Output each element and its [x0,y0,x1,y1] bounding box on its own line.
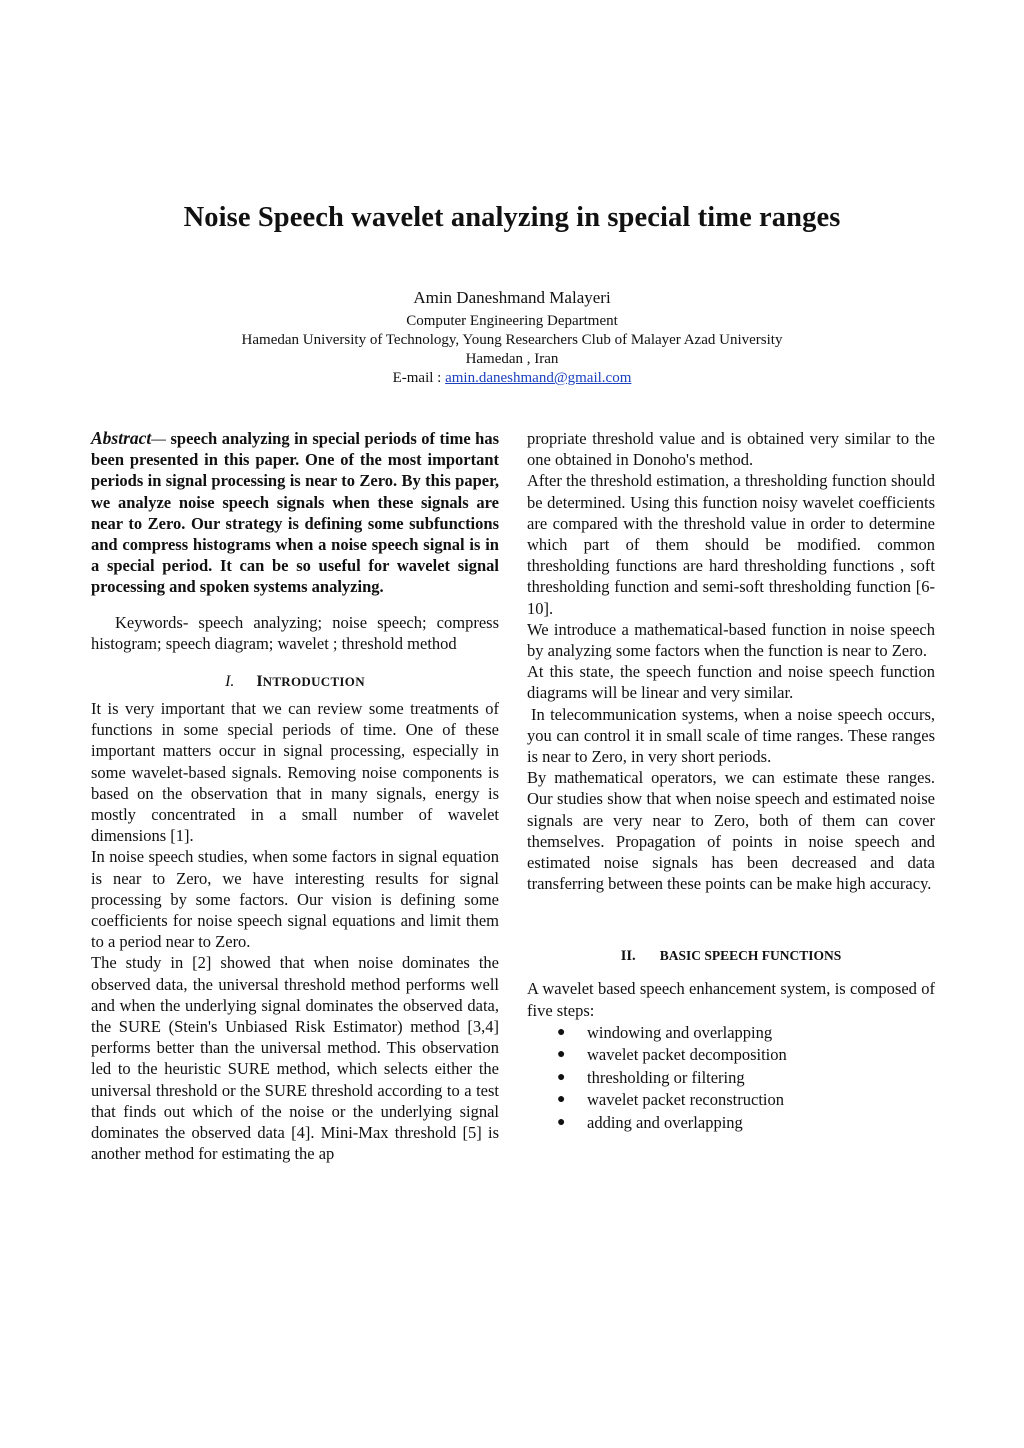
list-item [557,1044,935,1067]
left-column [91,428,499,1165]
paragraph: In telecommunication systems, when a noise speech occurs, you can control it in small scale of time ranges. These ranges is near to Zero, in very short periods. [527,704,935,767]
institution: Hamedan University of Technology, Young Researchers Club of Malayer Azad University [241,332,783,348]
abstract-text: speech analyzing in special periods of time has been presented in this paper. One of the most important periods in signal processing is near to Zero. By this paper, we analyze noise speech signals when these signals are near to Zero. Our strategy is defining some subfunctions and compress histograms when a noise speech signal is in a special period. It can be so useful for wavelet signal processing and spoken systems analyzing. [91,429,500,597]
list-item [557,1112,935,1135]
email-link[interactable]: amin.daneshmand@gmail.com [445,370,632,386]
list-item-text: adding and overlapping [587,1112,743,1132]
list-item [557,1067,935,1090]
paragraph-continuation [527,428,935,470]
list-item-text: windowing and overlapping [587,1022,773,1042]
paragraph: In noise speech studies, when some factors in signal equation is near to Zero, we have interesting results for signal processing by some factors. Our vision is defining some coefficients for noise speech signal equations and limit them to a period near to Zero. [91,847,499,952]
email-label: E-mail : [392,370,446,386]
section-heading-introduction [91,672,499,692]
location: Hamedan , Iran [465,351,559,367]
paragraph: By mathematical operators, we can estimate these ranges. Our studies show that when noise speech and estimated noise signals are very near to Zero, both of them can cover themselves. Propagation of points in noise speech and estimated noise signals has been decreased and data transferring between these points can be make high accuracy. [527,768,935,894]
paragraph: After the threshold estimation, a thresholding function should be determined. Using this function noisy wavelet coefficients are compared with the threshold value in order to determine which part of them should be modified. common thresholding functions are hard thresholding functions , soft thresholding function and semi-soft thresholding function [6-10]. [527,471,935,618]
keywords: Keywords- speech analyzing; noise speech; compress histogram; speech diagram; wavelet ; threshold method [91,612,499,653]
section-title-initial: I [256,673,263,691]
list-item-text: wavelet packet reconstruction [587,1090,784,1110]
section-title: BASIC SPEECH FUNCTIONS [659,948,842,964]
abstract-dash: — [151,429,166,448]
paragraph: At this state, the speech function and noise speech function diagrams will be linear and very similar. [527,662,935,703]
list-item [557,1022,935,1045]
paragraph-part: propriate threshold value and is obtained very similar to the one obtained in Donoho's method. [527,429,935,470]
section-number: II. [620,948,636,965]
list-item-text: thresholding or filtering [587,1067,745,1087]
email-line [0,369,1024,388]
paper-title: Noise Speech wavelet analyzing in special time ranges [183,202,841,233]
list-item [557,1089,935,1112]
paragraph: A wavelet based speech enhancement system, is composed of five steps: [527,979,935,1020]
author-block [0,286,1024,388]
paragraph: It is very important that we can review some treatments of functions in some special periods of time. One of these important matters occur in signal processing, especially in some wavelet-based signals. Removing noise components is based on the observation that in many signals, energy is mostly concentrated in a small number of wavelet dimensions [1]. [91,699,499,846]
bullet-icon: ● [557,1114,566,1130]
author-name: Amin Daneshmand Malayeri [413,288,611,307]
paragraph-part: The study in [2] showed that when noise dominates the observed data, the universal threshold method performs well and when the underlying signal dominates the observed data, the SURE (Stein's Unbiased Risk Estimator) method [3,4] performs better than the universal method. This observation led to the heuristic SURE method, which selects either the universal threshold or the SURE threshold according to a test that finds out which of the noise or the underlying signal dominates the observed data [4]. Mini-Max threshold [5] is another method for estimating the ap [91,953,499,1164]
section-number: I. [225,673,235,691]
bullet-icon: ● [557,1092,566,1108]
section-title-rest: NTRODUCTION [262,674,365,690]
paragraph: We introduce a mathematical-based function in noise speech by analyzing some factors when the function is near to Zero. [527,619,935,661]
section-heading-basic-speech-functions [527,946,935,966]
bullet-icon: ● [557,1069,566,1085]
bullet-icon: ● [557,1024,566,1040]
paragraph-continued [91,952,499,1164]
abstract [91,428,499,598]
steps-list [527,1022,935,1135]
right-column [527,428,935,1134]
bullet-icon: ● [557,1047,566,1063]
department: Computer Engineering Department [406,313,618,329]
abstract-label: Abstract [91,428,152,448]
list-item-text: wavelet packet decomposition [587,1045,787,1065]
